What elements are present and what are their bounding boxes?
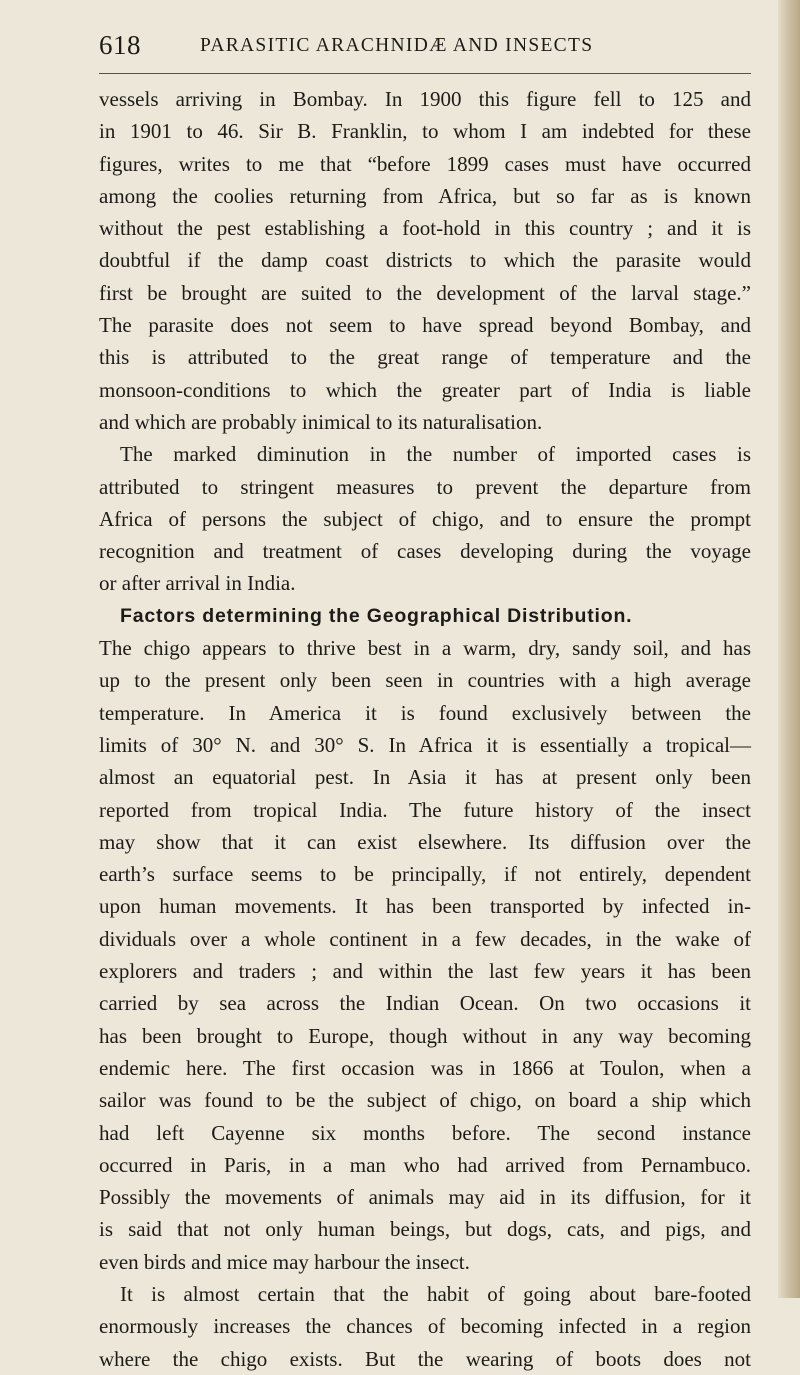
text-line: figures, writes to me that “before 1899 cases must have occurred [99, 151, 751, 176]
text-line: The chigo appears to thrive best in a warm, dry, sandy soil, and has [99, 636, 751, 661]
text-line: vessels arriving in Bombay. In 1900 this figure fell to 125 and [99, 87, 751, 111]
text-line: enormously increases the chances of becoming infected in a region [99, 1314, 751, 1339]
text-line: endemic here. The first occasion was in 1866 at Toulon, when a [99, 1055, 751, 1080]
text-line: Possibly the movements of animals may aid in its diffusion, for it [99, 1185, 751, 1210]
page-number: 618 [99, 30, 141, 60]
text-line: or after arrival in India. [99, 571, 296, 596]
page-edge [778, 0, 800, 1298]
text-line: among the coolies returning from Africa, but so far as is known [99, 183, 751, 208]
text-line: in 1901 to 46. Sir B. Franklin, to whom I am indebted for these [99, 119, 751, 144]
text-line: monsoon-conditions to which the greater part of India is liable [99, 377, 751, 402]
text-line: and which are probably inimical to its naturalisation. [99, 409, 543, 434]
text-line: upon human movements. It has been transported by infected in- [99, 894, 751, 919]
text-line: doubtful if the damp coast districts to which the parasite would [99, 248, 751, 273]
text-line: where the chigo exists. But the wearing of boots does not [99, 1346, 751, 1371]
text-line: It is almost certain that the habit of going about bare-footed [120, 1281, 751, 1306]
body-text [99, 83, 751, 1375]
text-line: is said that not only human beings, but dogs, cats, and pigs, and [99, 1217, 751, 1242]
header-rule [99, 73, 751, 74]
text-line: temperature. In America it is found exclusively between the [99, 700, 751, 725]
text-line: Africa of persons the subject of chigo, and to ensure the prompt [99, 506, 751, 531]
text-line: has been brought to Europe, though without in any way becoming [99, 1023, 751, 1048]
text-line: carried by sea across the Indian Ocean. On two occasions it [99, 991, 751, 1016]
text-line: first be brought are suited to the development of the larval stage.” [99, 280, 751, 305]
text-line: almost an equatorial pest. In Asia it has at present only been [99, 765, 751, 790]
text-line: The parasite does not seem to have spread beyond Bombay, and [99, 313, 751, 338]
text-line: up to the present only been seen in countries with a high average [99, 668, 751, 693]
text-line: limits of 30° N. and 30° S. In Africa it is essentially a tropical— [99, 732, 751, 757]
text-line: explorers and traders ; and within the last few years it has been [99, 959, 751, 984]
text-line: may show that it can exist elsewhere. Its diffusion over the [99, 829, 751, 854]
text-line: sailor was found to be the subject of chigo, on board a ship which [99, 1088, 751, 1113]
text-line: recognition and treatment of cases developing during the voyage [99, 539, 751, 564]
section-heading: Factors determining the Geographical Distribution. [120, 604, 633, 627]
text-line: without the pest establishing a foot-hold in this country ; and it is [99, 216, 751, 241]
text-line: dividuals over a whole continent in a few decades, in the wake of [99, 926, 751, 951]
text-line: even birds and mice may harbour the insect. [99, 1249, 470, 1274]
running-title: PARASITIC ARACHNIDÆ AND INSECTS [200, 35, 594, 56]
text-line: attributed to stringent measures to prevent the departure from [99, 474, 751, 499]
running-head [99, 30, 751, 70]
text-line: reported from tropical India. The future history of the insect [99, 797, 751, 822]
text-line: had left Cayenne six months before. The second instance [99, 1120, 751, 1145]
text-line: this is attributed to the great range of temperature and the [99, 345, 751, 370]
text-line: earth’s surface seems to be principally, if not entirely, dependent [99, 862, 751, 887]
text-line: occurred in Paris, in a man who had arrived from Pernambuco. [99, 1152, 751, 1177]
text-line: The marked diminution in the number of imported cases is [120, 442, 751, 467]
